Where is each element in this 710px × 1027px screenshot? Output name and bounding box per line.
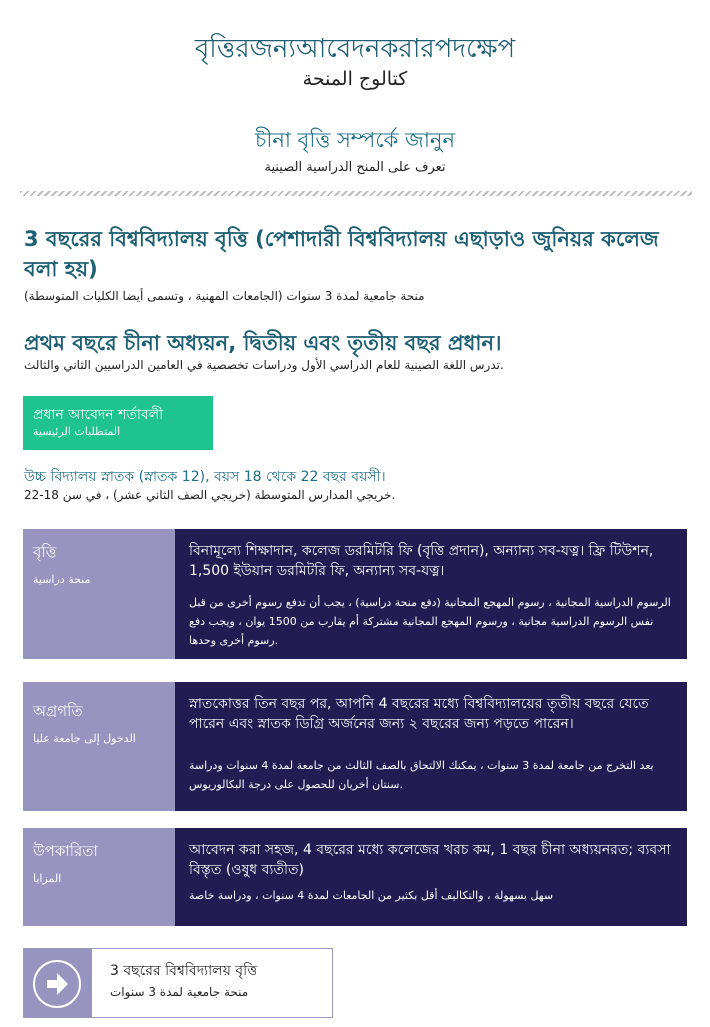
learn-heading-arabic: تعرف على المنح الدراسية الصينية [264, 160, 446, 175]
info-row-label [23, 682, 175, 811]
row-label-text: বৃত্তি [33, 543, 57, 561]
row-content-text: স্নাতকোত্তর তিন বছর পর, আপনি 4 বছরের মধ্যে বিশ্ববিদ্যালয়ের তৃতীয় বছরে যেতে পারেন এবং স্নাতক ডিগ্রি অর্জনের জন্য ২ বছরের জন্য পড়তে পারেন। [189, 696, 649, 732]
divider [20, 191, 692, 196]
next-page-link[interactable] [23, 948, 333, 1018]
row-content-text: বিনামূল্যে শিক্ষাদান, কলেজ ডরমিটরি ফি (বৃত্তি প্রদান), অন্যান্য সব-যত্ন। ফ্রি টিউশন, 1,500 ইউয়ান ডরমিটরি ফি, অন্যান্য সব-যত্ন। [189, 543, 654, 579]
page-subtitle-arabic: كتالوج المنحة [302, 68, 408, 90]
row-content-arabic: بعد التخرج من جامعة لمدة 3 سنوات ، يمكنك الالتحاق بالصف الثالث من جامعة لمدة 4 سنوات ودراسة سنتان أخريان للحصول على درجة البكالوريوس. [189, 759, 654, 791]
study-heading: প্রথম বছরে চীনা অধ্যয়ন, দ্বিতীয় এবং তৃতীয় বছর প্রধান। [24, 331, 502, 355]
row-label-arabic: منحة دراسية [33, 573, 91, 586]
arrow-right-icon[interactable] [33, 960, 81, 1008]
next-page-title[interactable]: 3 বছরের বিশ্ববিদ্যালয় বৃত্তি [110, 963, 258, 979]
info-row-label [23, 828, 175, 926]
next-page-title-arabic[interactable]: منحة جامعية لمدة 3 سنوات [110, 985, 249, 999]
info-row-label [23, 529, 175, 659]
row-label-text: উপকারিতা [33, 842, 98, 860]
row-label-arabic: الدخول إلى جامعة عليا [33, 732, 136, 745]
info-row-progress [23, 682, 687, 811]
row-label-text: অগ্রগতি [33, 702, 83, 720]
row-content-arabic: الرسوم الدراسية المجانية ، رسوم المهجع المجانية (دفع منحة دراسية) ، يجب أن تدفع رسوم أخرى من قبل نفس الرسوم الدراسية مجانية ، ورسوم المهجع المجانية مشتركة أم يقارب من 1500 يوان ، ويجب دفع رسوم أخرى وحدها. [189, 596, 671, 647]
section-heading: 3 বছরের বিশ্ববিদ্যালয় বৃত্তি (পেশাদারী বিশ্ববিদ্যালয় এছাড়াও জুনিয়র কলেজ বলা হয়) [24, 227, 659, 281]
info-row-scholarship [23, 529, 687, 659]
info-row-content [175, 828, 687, 926]
requirements-title: প্রধান আবেদন শর্তাবলী [33, 407, 164, 423]
arrow-panel[interactable] [24, 949, 92, 1017]
row-content-arabic: سهل بسهولة ، والتكاليف أقل بكثير من الجامعات لمدة 4 سنوات ، ودراسة خاصة [189, 889, 554, 902]
eligibility-text: উচ্চ বিদ্যালয় স্নাতক (স্নাতক 12), বয়স 18 থেকে 22 বছর বয়সী। [24, 469, 386, 485]
info-row-benefits [23, 828, 687, 926]
learn-heading: চীনা বৃত্তি সম্পর্কে জানুন [255, 128, 455, 152]
eligibility-text-arabic: خريجي المدارس المتوسطة (خريجي الصف الثاني عشر) ، في سن 18-22. [24, 488, 396, 502]
requirements-title-arabic: المتطلبات الرئيسية [33, 425, 121, 438]
study-heading-arabic: تدرس اللغة الصينية للعام الدراسي الأول ودراسات تخصصية في العامين الدراسيين الثاني والثالث. [24, 358, 504, 372]
row-content-text: আবেদন করা সহজ, 4 বছরের মধ্যে কলেজের খরচ কম, 1 বছর চীনা অধ্যয়নরত; ব্যবসা বিস্তৃত (ওষুধ ব্যতীত) [189, 842, 671, 878]
page-title: বৃত্তিরজন্যআবেদনকরারপদক্ষেপ [194, 34, 516, 64]
row-label-arabic: المزايا [33, 872, 62, 885]
info-row-content [175, 529, 687, 659]
section-heading-arabic: منحة جامعية لمدة 3 سنوات (الجامعات المهنية ، وتسمى أيضا الكليات المتوسطة) [24, 289, 425, 303]
info-row-content [175, 682, 687, 811]
requirements-badge [23, 396, 213, 450]
